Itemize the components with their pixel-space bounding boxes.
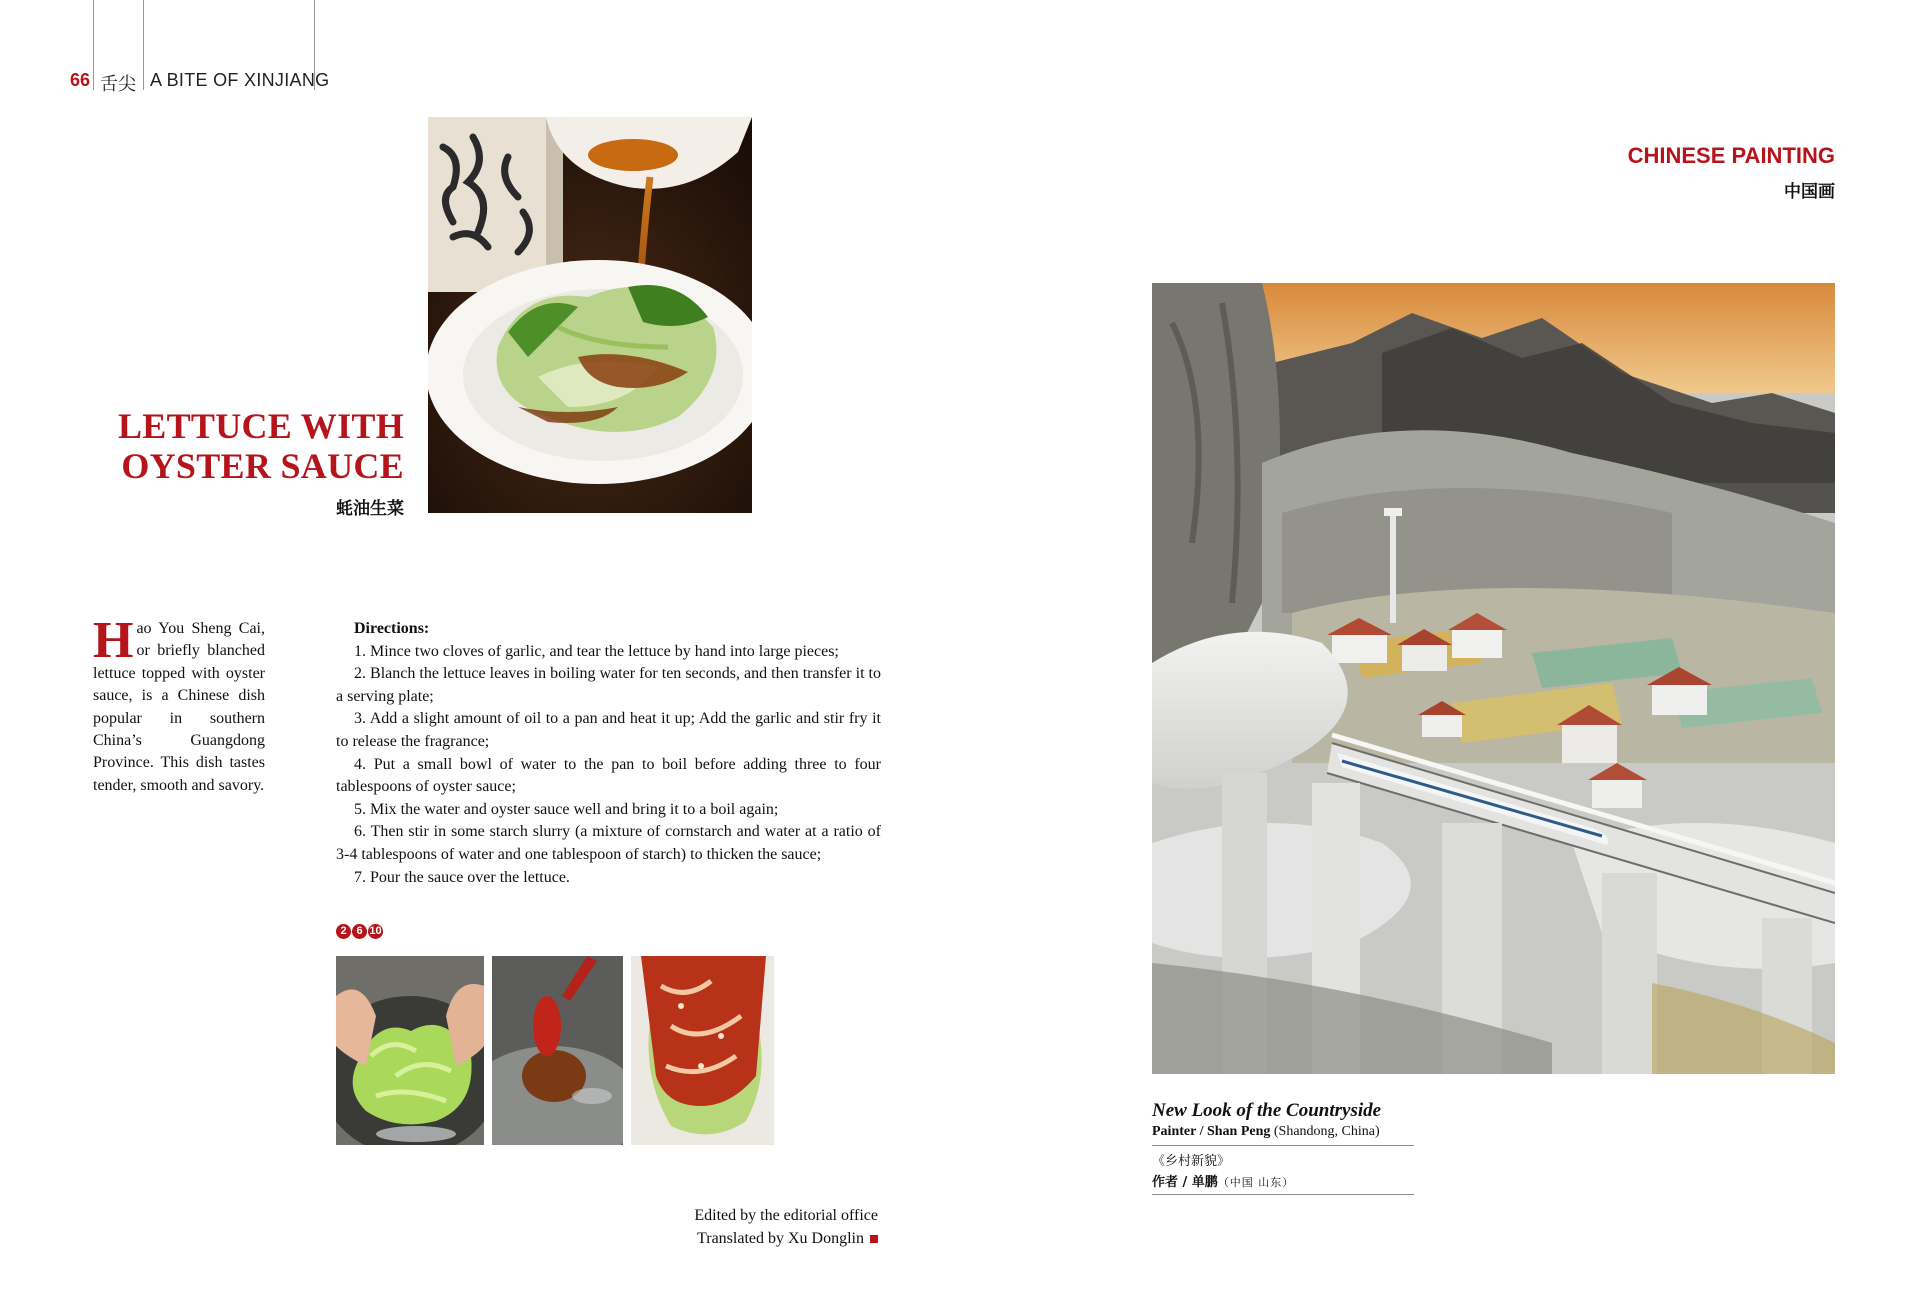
intro-paragraph (93, 612, 265, 797)
intro-text: ao You Sheng Cai, or briefly blanched lettuce topped with oyster sauce, is a Chinese dish popular in southern China’s Guangdong Province. This dish tastes tender, smooth and savory. (93, 620, 265, 794)
direction-step-2: 2. Blanch the lettuce leaves in boiling water for ten seconds, and then transfer it to a serving plate; (336, 665, 881, 705)
painting-image (1152, 283, 1835, 1074)
painting-section-title-cn: 中国画 (1784, 182, 1835, 202)
header-rule-2 (143, 0, 144, 90)
step-photo-1 (336, 956, 484, 1145)
painter-origin-cn: （中国 山东） (1217, 1176, 1295, 1189)
credit-translated-line (694, 1227, 878, 1250)
painting-title-cn: 《乡村新貌》 (1152, 1154, 1231, 1169)
direction-step-6: 6. Then stir in some starch slurry (a mixture of cornstarch and water at a ratio of 3-4 tablespoons of water and one tablespoon of starch) to thicken the sauce; (336, 823, 881, 863)
dish-title-line2: OYSTER SAUCE (121, 446, 404, 486)
painting-painter (1152, 1124, 1380, 1140)
header-rule-1 (93, 0, 94, 90)
painter-cn-line (1152, 1171, 1294, 1190)
painting-section-title: CHINESE PAINTING (1627, 143, 1835, 168)
step-marker: 2 (336, 924, 351, 939)
step-photo-3 (631, 956, 774, 1145)
dish-title-cn: 蚝油生菜 (336, 499, 404, 519)
header-section-cn: 舌尖 (100, 74, 136, 94)
header-section-en: A BITE OF XINJIANG (150, 70, 330, 90)
painter-origin: (Shandong, China) (1270, 1124, 1380, 1139)
direction-step-4: 4. Put a small bowl of water to the pan to boil before adding three to four tablespoons of oyster sauce; (336, 755, 881, 796)
dish-title (0, 406, 404, 486)
step-photo-2 (492, 956, 623, 1145)
credits (694, 1204, 878, 1250)
end-mark-icon (870, 1235, 878, 1243)
direction-step-5: 5. Mix the water and oyster sauce well and bring it to a boil again; (354, 800, 779, 818)
painter-cn: 作者 / 单鹏 (1152, 1175, 1218, 1190)
painter-label: Painter / Shan Peng (1152, 1124, 1271, 1139)
step-marker: 10 (369, 925, 382, 937)
credit-translated: Translated by Xu Donglin (697, 1230, 864, 1247)
direction-step-3: 3. Add a slight amount of oil to a pan and heat it up; Add the garlic and stir fry it to release the fragrance; (336, 710, 881, 750)
direction-step-7: 7. Pour the sauce over the lettuce. (354, 868, 570, 886)
credit-edited: Edited by the editorial office (694, 1207, 878, 1224)
step-markers (336, 924, 383, 939)
page-number: 66 (70, 70, 91, 90)
step-marker: 6 (352, 924, 367, 939)
direction-step-1: 1. Mince two cloves of garlic, and tear the lettuce by hand into large pieces; (354, 642, 839, 660)
drop-cap: H (93, 612, 134, 669)
dish-title-line1: LETTUCE WITH (117, 406, 404, 446)
directions (336, 618, 881, 889)
caption-rule-1 (1152, 1145, 1414, 1146)
directions-heading: Directions: (354, 620, 430, 637)
hero-photo (428, 117, 752, 513)
caption-rule-2 (1152, 1194, 1414, 1195)
painting-title: New Look of the Countryside (1152, 1100, 1382, 1121)
